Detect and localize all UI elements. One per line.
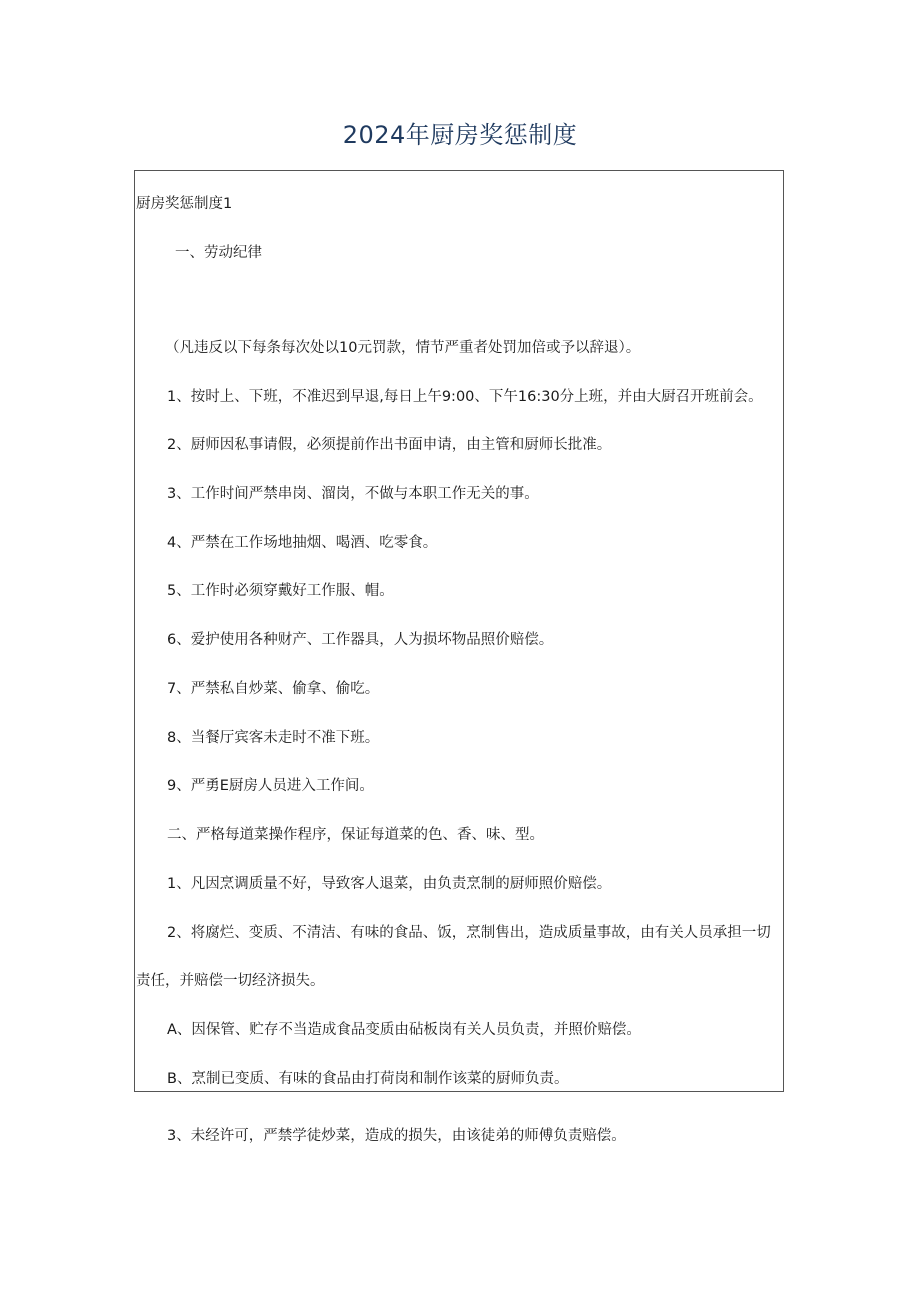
rule-item: 9、严勇E厨房人员进入工作间。 xyxy=(167,778,374,794)
rule-item: 8、当餐厅宾客未走时不准下班。 xyxy=(167,730,380,746)
quality-item: A、因保管、贮存不当造成食品变质由砧板岗有关人员负责，并照价赔偿。 xyxy=(167,1022,641,1038)
rule-item: 7、严禁私自炒菜、偷拿、偷吃。 xyxy=(167,681,380,697)
rule-item: 5、工作时必须穿戴好工作服、帽。 xyxy=(167,583,394,599)
rule-item: 6、爱护使用各种财产、工作器具，人为损坏物品照价赔偿。 xyxy=(167,632,554,648)
rule-item: 2、厨师因私事请假，必须提前作出书面申请，由主管和厨师长批准。 xyxy=(167,437,612,453)
part1-heading: 一、劳动纪律 xyxy=(175,245,262,261)
quality-item: B、烹制已变质、有味的食品由打荷岗和制作该菜的厨师负责。 xyxy=(167,1071,569,1087)
rule-item: 4、严禁在工作场地抽烟、喝酒、吃零食。 xyxy=(167,535,438,551)
part2-heading: 二、严格每道菜操作程序，保证每道菜的色、香、味、型。 xyxy=(167,827,544,843)
section-heading: 厨房奖惩制度1 xyxy=(136,196,233,212)
quality-item-continued: 责任，并赔偿一切经济损失。 xyxy=(136,973,325,989)
rule-item: 1、按时上、下班，不准迟到早退,每日上午9:00、下午16:30分上班，并由大厨召开班前会。 xyxy=(167,389,763,405)
quality-item: 3、未经许可，严禁学徒炒菜，造成的损失，由该徒弟的师傅负责赔偿。 xyxy=(167,1128,626,1144)
rule-item: 3、工作时间严禁串岗、溜岗，不做与本职工作无关的事。 xyxy=(167,486,539,502)
quality-item: 2、将腐烂、变质、不清洁、有味的食品、饭，烹制售出，造成质量事故，由有关人员承担一切 xyxy=(167,925,771,941)
penalty-note: （凡违反以下每条每次处以10元罚款，情节严重者处罚加倍或予以辞退）。 xyxy=(165,340,641,356)
page-title: 2024年厨房奖惩制度 xyxy=(342,121,578,149)
quality-item: 1、凡因烹调质量不好，导致客人退菜，由负责烹制的厨师照价赔偿。 xyxy=(167,876,612,892)
